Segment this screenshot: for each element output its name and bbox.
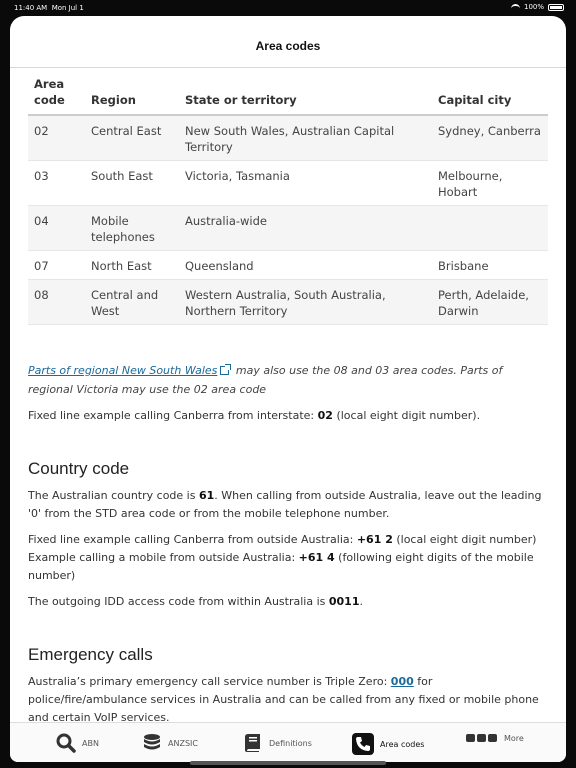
tab-label: Area codes xyxy=(380,739,425,749)
table-row xyxy=(28,206,548,251)
status-right xyxy=(511,3,564,11)
navigation-bar xyxy=(10,16,566,68)
col-capital: Capital city xyxy=(432,76,548,115)
app-screen xyxy=(10,16,566,762)
tab-definitions[interactable] xyxy=(243,733,312,753)
content-scroll[interactable] xyxy=(10,68,566,722)
cell-state: Australia-wide xyxy=(179,206,432,251)
battery-percent: 100% xyxy=(523,3,544,11)
table-row xyxy=(28,161,548,206)
cell-region: North East xyxy=(85,251,179,280)
area-codes-table xyxy=(28,76,548,325)
cell-state: Western Australia, South Australia, Northern Territory xyxy=(179,280,432,325)
cell-code: 08 xyxy=(28,280,85,325)
more-icon xyxy=(466,733,498,743)
cell-capital: Perth, Adelaide, Darwin xyxy=(432,280,548,325)
status-time: 11:40 AM Mon Jul 1 xyxy=(14,4,84,12)
tab-label: Definitions xyxy=(269,738,312,748)
cell-region: South East xyxy=(85,161,179,206)
regional-note xyxy=(28,361,548,399)
regional-note-text: may also use the 08 and 03 area codes. Parts of regional Victoria may use the 02 area code xyxy=(28,364,503,396)
tab-bar xyxy=(10,722,566,762)
tab-abn[interactable] xyxy=(56,733,99,753)
page-title: Area codes xyxy=(255,38,321,53)
cell-capital: Melbourne, Hobart xyxy=(432,161,548,206)
table-row xyxy=(28,115,548,161)
battery-icon xyxy=(548,4,564,11)
cell-code: 02 xyxy=(28,115,85,161)
cell-code: 03 xyxy=(28,161,85,206)
wifi-icon xyxy=(511,4,520,10)
cell-region: Central East xyxy=(85,115,179,161)
tab-label: More xyxy=(504,733,524,743)
tab-anzsic[interactable] xyxy=(142,733,198,753)
table-row xyxy=(28,280,548,325)
tab-label: ABN xyxy=(82,738,99,748)
emergency-paragraph: Australia’s primary emergency call service number is Triple Zero: 000 for police/fire/ambulance services in Australia and can be called from any fixed or mobile phone and certain VoIP services. xyxy=(28,675,539,722)
external-link-icon xyxy=(220,366,229,375)
interstate-example: Fixed line example calling Canberra from interstate: 02 (local eight digit number). xyxy=(28,409,481,422)
col-region: Region xyxy=(85,76,179,115)
col-area-code: Area code xyxy=(28,76,85,115)
tab-area-codes[interactable] xyxy=(352,733,424,755)
magnifier-icon xyxy=(56,733,76,753)
regional-nsw-link[interactable]: Parts of regional New South Wales xyxy=(28,364,218,377)
home-indicator xyxy=(190,761,386,765)
status-bar xyxy=(0,0,576,16)
emergency-calls-heading: Emergency calls xyxy=(28,645,153,664)
phone-icon xyxy=(352,733,374,755)
table-header-row xyxy=(28,76,548,115)
triple-zero-link[interactable]: 000 xyxy=(390,675,414,688)
cell-capital: Sydney, Canberra xyxy=(432,115,548,161)
country-code-paragraph: The Australian country code is 61. When calling from outside Australia, leave out the leading '0' from the STD area code or from the mobile telephone number. xyxy=(28,489,542,520)
cell-code: 04 xyxy=(28,206,85,251)
cell-region: Central and West xyxy=(85,280,179,325)
col-state: State or territory xyxy=(179,76,432,115)
tab-label: ANZSIC xyxy=(168,738,198,748)
cell-state: Victoria, Tasmania xyxy=(179,161,432,206)
country-code-heading: Country code xyxy=(28,459,130,478)
idd-paragraph: The outgoing IDD access code from within Australia is 0011. xyxy=(28,595,363,608)
outside-australia-examples: Fixed line example calling Canberra from outside Australia: +61 2 (local eight digit number) Example calling a mobile from outside Australia: +61 4 (following eight digits of the mobile number) xyxy=(28,533,537,582)
cell-capital xyxy=(432,206,548,251)
cell-state: New South Wales, Australian Capital Territory xyxy=(179,115,432,161)
book-icon xyxy=(243,733,263,753)
database-icon xyxy=(142,733,162,753)
cell-capital: Brisbane xyxy=(432,251,548,280)
cell-region: Mobile telephones xyxy=(85,206,179,251)
tab-more[interactable] xyxy=(466,733,524,743)
cell-state: Queensland xyxy=(179,251,432,280)
cell-code: 07 xyxy=(28,251,85,280)
table-row xyxy=(28,251,548,280)
